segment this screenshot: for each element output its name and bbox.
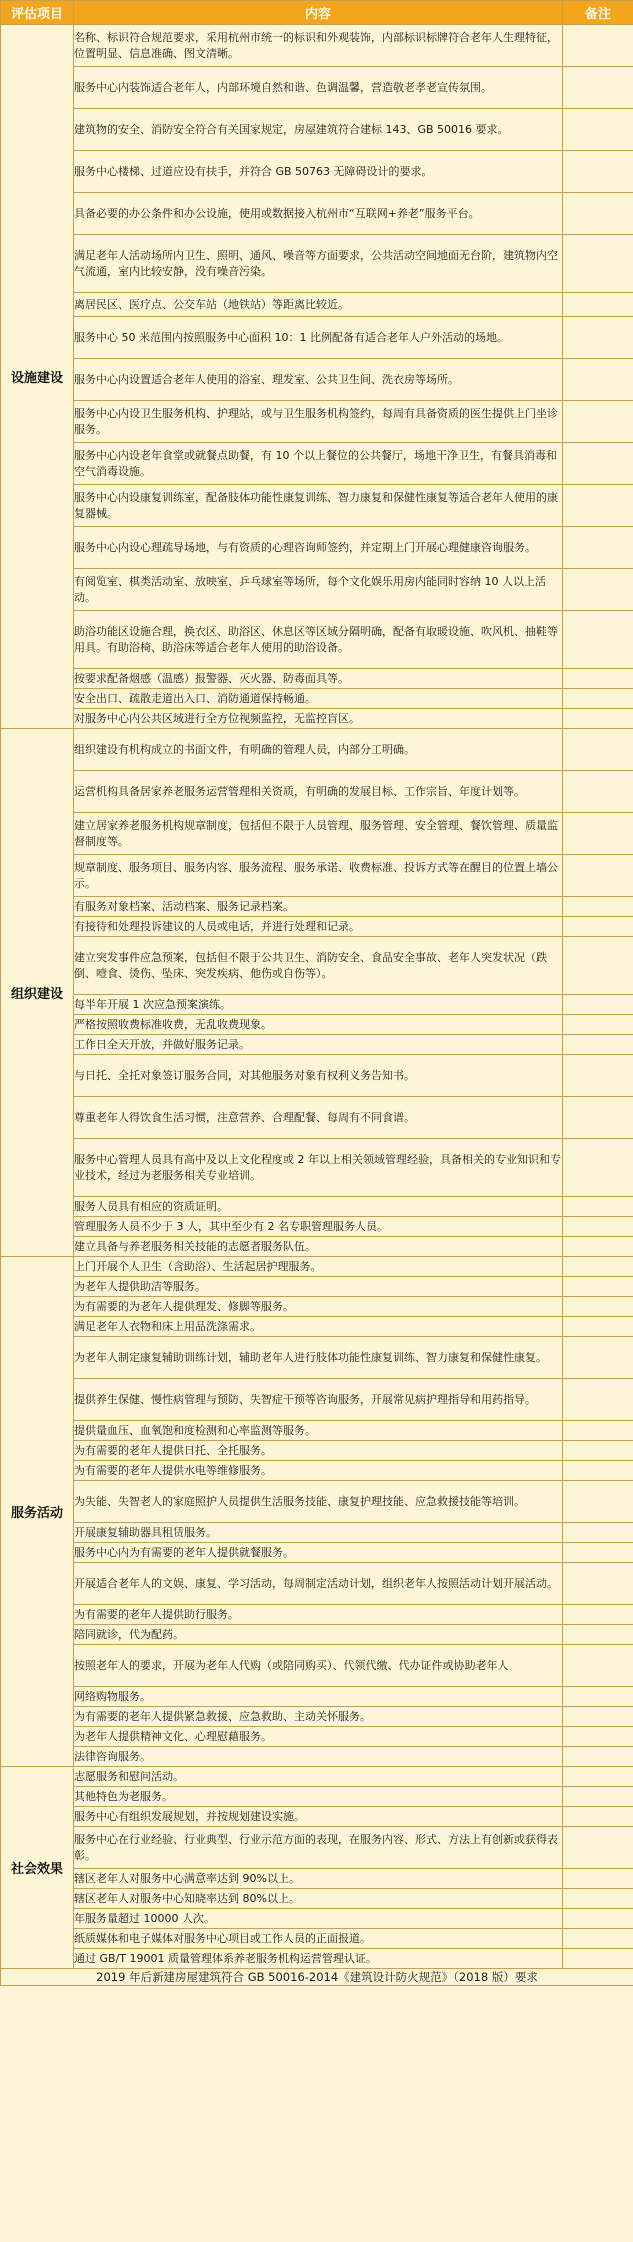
content-cell: 按要求配备烟感（温感）报警器、灭火器、防毒面具等。 [74,669,563,689]
content-cell: 服务中心内设老年食堂或就餐点助餐，有 10 个以上餐位的公共餐厅，场地干净卫生，有餐具消毒和空气消毒设施。 [74,443,563,485]
content-cell: 志愿服务和慰问活动。 [74,1767,563,1787]
category-cell: 服务活动 [1,1257,74,1767]
remarks-cell [563,771,633,813]
remarks-cell [563,897,633,917]
table-row [1,193,633,235]
remarks-cell [563,293,633,317]
footer-row [1,1969,633,1986]
remarks-cell [563,151,633,193]
category-cell: 组织建设 [1,729,74,1257]
remarks-cell [563,1625,633,1645]
remarks-cell [563,1461,633,1481]
remarks-cell [563,109,633,151]
table-row [1,1949,633,1969]
footer-note: 2019 年后新建房屋建筑符合 GB 50016-2014《建筑设计防火规范》（2018 版）要求 [1,1969,633,1986]
table-row [1,855,633,897]
remarks-cell [563,1605,633,1625]
table-row [1,1461,633,1481]
content-cell: 建筑物的安全、消防安全符合有关国家规定，房屋建筑符合建标 143、GB 50016 要求。 [74,109,563,151]
content-cell: 为老年人提供助洁等服务。 [74,1277,563,1297]
content-cell: 上门开展个人卫生（含助浴）、生活起居护理服务。 [74,1257,563,1277]
table-row [1,1197,633,1217]
content-cell: 尊重老年人得饮食生活习惯，注意营养、合理配餐、每周有不同食谱。 [74,1097,563,1139]
content-cell: 工作日全天开放，并做好服务记录。 [74,1035,563,1055]
content-cell: 服务中心内装饰适合老年人，内部环境自然和谐、色调温馨，营造敬老孝老宣传氛围。 [74,67,563,109]
remarks-cell [563,1523,633,1543]
content-cell: 为失能、失智老人的家庭照护人员提供生活服务技能、康复护理技能、应急救援技能等培训。 [74,1481,563,1523]
table-row [1,1217,633,1237]
content-cell: 离居民区、医疗点、公交车站（地铁站）等距离比较近。 [74,293,563,317]
remarks-cell [563,1481,633,1523]
table-row [1,1139,633,1197]
remarks-cell [563,1337,633,1379]
remarks-cell [563,813,633,855]
content-cell: 建立突发事件应急预案，包括但不限于公共卫生、消防安全、食品安全事故、老年人突发状况（跌倒、噎食、烫伤、坠床、突发疾病、他伤或自伤等）。 [74,937,563,995]
table-row [1,25,633,67]
table-header-row [1,1,633,25]
remarks-cell [563,1949,633,1969]
table-row [1,1827,633,1869]
remarks-cell [563,1787,633,1807]
table-row [1,1055,633,1097]
content-cell: 按照老年人的要求，开展为老年人代购（或陪同购买）、代领代缴、代办证件或协助老年人 [74,1645,563,1687]
remarks-cell [563,401,633,443]
remarks-cell [563,1563,633,1605]
remarks-cell [563,1807,633,1827]
table-row [1,995,633,1015]
table-row [1,771,633,813]
table-row [1,1523,633,1543]
remarks-cell [563,1097,633,1139]
content-cell: 组织建设有机构成立的书面文件，有明确的管理人员，内部分工明确。 [74,729,563,771]
content-cell: 提供养生保健、慢性病管理与预防、失智症干预等咨询服务，开展常见病护理指导和用药指导。 [74,1379,563,1421]
table-row [1,235,633,293]
content-cell: 服务中心内为有需要的老年人提供就餐服务。 [74,1543,563,1563]
content-cell: 管理服务人员不少于 3 人，其中至少有 2 名专职管理服务人员。 [74,1217,563,1237]
table-row [1,1687,633,1707]
content-cell: 为老年人提供精神文化、心理慰藉服务。 [74,1727,563,1747]
content-cell: 对服务中心内公共区域进行全方位视频监控，无监控盲区。 [74,709,563,729]
content-cell: 年服务量超过 10000 人次。 [74,1909,563,1929]
content-cell: 网络购物服务。 [74,1687,563,1707]
table-row [1,1869,633,1889]
remarks-cell [563,917,633,937]
category-cell: 设施建设 [1,25,74,729]
table-row [1,527,633,569]
remarks-cell [563,193,633,235]
table-row [1,1605,633,1625]
remarks-cell [563,67,633,109]
content-cell: 服务中心内设卫生服务机构、护理站，或与卫生服务机构签约，每周有具备资质的医生提供上门坐诊服务。 [74,401,563,443]
content-cell: 服务中心 50 米范围内按照服务中心面积 10：1 比例配备有适合老年人户外活动的场地。 [74,317,563,359]
table-row [1,359,633,401]
table-row [1,1035,633,1055]
content-cell: 服务中心内设心理疏导场地，与有资质的心理咨询师签约，并定期上门开展心理健康咨询服务。 [74,527,563,569]
table-row [1,611,633,669]
remarks-cell [563,669,633,689]
content-cell: 有服务对象档案、活动档案、服务记录档案。 [74,897,563,917]
content-cell: 有阅览室、棋类活动室、放映室、乒乓球室等场所，每个文化娱乐用房内能同时容纳 10 人以上活动。 [74,569,563,611]
table-row [1,317,633,359]
table-row [1,689,633,709]
table-row [1,1441,633,1461]
content-cell: 法律咨询服务。 [74,1747,563,1767]
remarks-cell [563,1827,633,1869]
table-row [1,485,633,527]
content-cell: 提供量血压、血氧饱和度检测和心率监测等服务。 [74,1421,563,1441]
content-cell: 规章制度、服务项目、服务内容、服务流程、服务承诺、收费标准、投诉方式等在醒目的位置上墙公示。 [74,855,563,897]
content-cell: 服务中心内设置适合老年人使用的浴室、理发室、公共卫生间、洗衣房等场所。 [74,359,563,401]
table-row [1,669,633,689]
content-cell: 为老年人制定康复辅助训练计划，辅助老年人进行肢体功能性康复训练、智力康复和保健性康复。 [74,1337,563,1379]
remarks-cell [563,995,633,1015]
table-row [1,813,633,855]
header-remarks: 备注 [563,1,633,25]
remarks-cell [563,317,633,359]
table-row [1,1015,633,1035]
table-row [1,1563,633,1605]
remarks-cell [563,1747,633,1767]
remarks-cell [563,729,633,771]
content-cell: 为有需要的老年人提供水电等维修服务。 [74,1461,563,1481]
remarks-cell [563,1707,633,1727]
table-row [1,1929,633,1949]
content-cell: 有接待和处理投诉建议的人员或电话，并进行处理和记录。 [74,917,563,937]
content-cell: 助浴功能区设施合理，换衣区、助浴区、休息区等区域分隔明确，配备有取暖设施、吹风机、抽鞋等用具。有助浴椅、助浴床等适合老年人使用的助浴设备。 [74,611,563,669]
header-evaluation-item: 评估项目 [1,1,74,25]
table-row [1,293,633,317]
content-cell: 安全出口、疏散走道出入口、消防通道保持畅通。 [74,689,563,709]
remarks-cell [563,855,633,897]
remarks-cell [563,611,633,669]
content-cell: 每半年开展 1 次应急预案演练。 [74,995,563,1015]
remarks-cell [563,1909,633,1929]
remarks-cell [563,25,633,67]
table-row [1,1337,633,1379]
content-cell: 为有需要的老年人提供助行服务。 [74,1605,563,1625]
content-cell: 名称、标识符合规范要求，采用杭州市统一的标识和外观装饰，内部标识标牌符合老年人生理特征，位置明显、信息准确、图文清晰。 [74,25,563,67]
table-row [1,569,633,611]
table-row [1,1379,633,1421]
content-cell: 为有需要的老年人提供紧急救援、应急救助、主动关怀服务。 [74,1707,563,1727]
table-row [1,67,633,109]
table-row [1,1645,633,1687]
remarks-cell [563,1237,633,1257]
table-row [1,1747,633,1767]
remarks-cell [563,1139,633,1197]
content-cell: 具备必要的办公条件和办公设施，使用或数据接入杭州市“互联网+养老”服务平台。 [74,193,563,235]
table-row [1,1317,633,1337]
remarks-cell [563,689,633,709]
content-cell: 服务中心楼梯、过道应设有扶手，并符合 GB 50763 无障碍设计的要求。 [74,151,563,193]
remarks-cell [563,1217,633,1237]
remarks-cell [563,1257,633,1277]
content-cell: 服务中心有组织发展规划，并按规划建设实施。 [74,1807,563,1827]
remarks-cell [563,1645,633,1687]
table-row [1,401,633,443]
remarks-cell [563,1297,633,1317]
table-row [1,1909,633,1929]
content-cell: 开展康复辅助器具租赁服务。 [74,1523,563,1543]
content-cell: 其他特色为老服务。 [74,1787,563,1807]
remarks-cell [563,1277,633,1297]
content-cell: 陪同就诊，代为配药。 [74,1625,563,1645]
remarks-cell [563,1889,633,1909]
category-cell: 社会效果 [1,1767,74,1969]
table-row [1,1481,633,1523]
table-row [1,937,633,995]
table-row [1,729,633,771]
content-cell: 辖区老年人对服务中心满意率达到 90%以上。 [74,1869,563,1889]
content-cell: 开展适合老年人的文娱、康复、学习活动，每周制定活动计划，组织老年人按照活动计划开展活动。 [74,1563,563,1605]
table-row [1,109,633,151]
remarks-cell [563,1035,633,1055]
remarks-cell [563,569,633,611]
table-row [1,1237,633,1257]
remarks-cell [563,235,633,293]
table-row [1,1543,633,1563]
remarks-cell [563,485,633,527]
table-row [1,1297,633,1317]
remarks-cell [563,937,633,995]
table-row [1,443,633,485]
remarks-cell [563,1379,633,1421]
table-row [1,897,633,917]
content-cell: 严格按照收费标准收费，无乱收费现象。 [74,1015,563,1035]
table-row [1,1707,633,1727]
table-row [1,1277,633,1297]
content-cell: 建立居家养老服务机构规章制度，包括但不限于人员管理、服务管理、安全管理、餐饮管理、质量监督制度等。 [74,813,563,855]
table-row [1,1421,633,1441]
remarks-cell [563,1727,633,1747]
remarks-cell [563,1929,633,1949]
remarks-cell [563,1543,633,1563]
content-cell: 为有需要的为老年人提供理发、修脚等服务。 [74,1297,563,1317]
content-cell: 服务中心管理人员具有高中及以上文化程度或 2 年以上相关领域管理经验，具备相关的专业知识和专业技术，经过为老服务相关专业培训。 [74,1139,563,1197]
header-content: 内容 [74,1,563,25]
table-body [1,25,633,1969]
content-cell: 满足老年人活动场所内卫生、照明、通风、噪音等方面要求，公共活动空间地面无台阶，建筑物内空气流通，室内比较安静，没有噪音污染。 [74,235,563,293]
table-row [1,1889,633,1909]
content-cell: 服务中心在行业经验、行业典型、行业示范方面的表现，在服务内容、形式、方法上有创新或获得表彰。 [74,1827,563,1869]
table-row [1,151,633,193]
content-cell: 纸质媒体和电子媒体对服务中心项目或工作人员的正面报道。 [74,1929,563,1949]
remarks-cell [563,1317,633,1337]
table-row [1,1787,633,1807]
content-cell: 建立具备与养老服务相关技能的志愿者服务队伍。 [74,1237,563,1257]
remarks-cell [563,527,633,569]
remarks-cell [563,1015,633,1035]
table-row [1,1625,633,1645]
table-row [1,917,633,937]
table-row [1,1807,633,1827]
content-cell: 满足老年人衣物和床上用品洗涤需求。 [74,1317,563,1337]
remarks-cell [563,1421,633,1441]
remarks-cell [563,1767,633,1787]
content-cell: 辖区老年人对服务中心知晓率达到 80%以上。 [74,1889,563,1909]
remarks-cell [563,1869,633,1889]
remarks-cell [563,1441,633,1461]
content-cell: 与日托、全托对象签订服务合同，对其他服务对象有权利义务告知书。 [74,1055,563,1097]
content-cell: 服务中心内设康复训练室，配备肢体功能性康复训练、智力康复和保健性康复等适合老年人使用的康复器械。 [74,485,563,527]
table-row [1,1097,633,1139]
table-row [1,1257,633,1277]
remarks-cell [563,1055,633,1097]
remarks-cell [563,443,633,485]
content-cell: 运营机构具备居家养老服务运营管理相关资质，有明确的发展目标、工作宗旨、年度计划等。 [74,771,563,813]
content-cell: 为有需要的老年人提供日托、全托服务。 [74,1441,563,1461]
table-row [1,1727,633,1747]
remarks-cell [563,359,633,401]
table-row [1,709,633,729]
table-row [1,1767,633,1787]
remarks-cell [563,709,633,729]
content-cell: 服务人员具有相应的资质证明。 [74,1197,563,1217]
remarks-cell [563,1687,633,1707]
remarks-cell [563,1197,633,1217]
content-cell: 通过 GB/T 19001 质量管理体系养老服务机构运营管理认证。 [74,1949,563,1969]
